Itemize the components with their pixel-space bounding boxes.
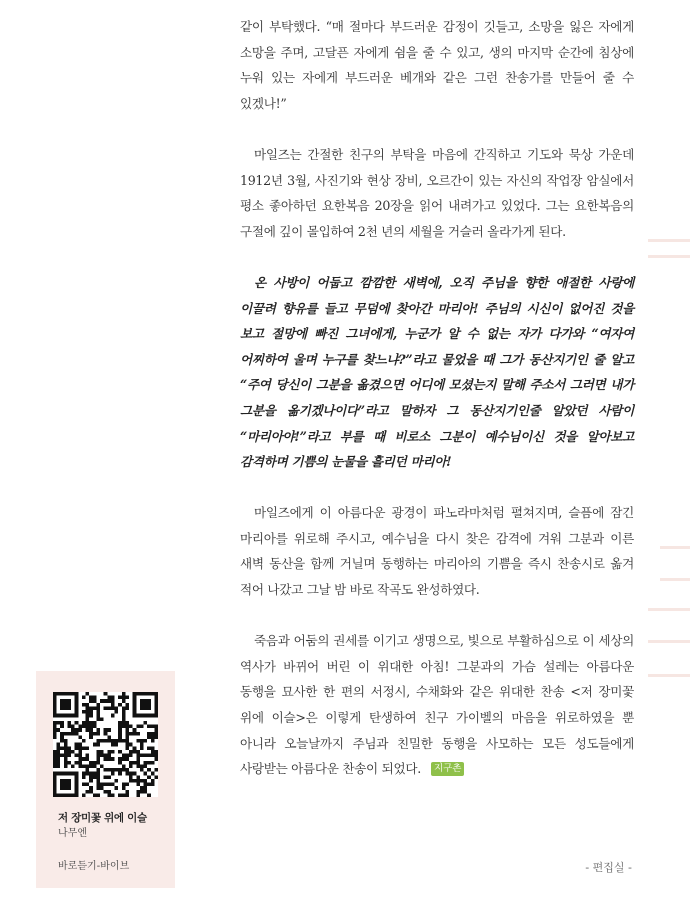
listen-link-label[interactable]: 바로듣기-바이브 <box>58 861 130 872</box>
article-paragraph-5-text: 죽음과 어둠의 권세를 이기고 생명으로, 빛으로 부활하심으로 이 세상의 역사가 바뀌어 버린 이 위대한 아침! 그분과의 가슴 설레는 아름다운 동행을 묘사한 한 편의 서정시, 수채화와 같은 위대한 찬송 <저 장미꽃 위에 이슬>은 이렇게 탄생하여 친구 가이벨의 마음을 위로하였을 뿐 아니라 오늘날까지 주님과 친밀한 동행을 사모하는 모든 성도들에게 사랑받는 아름다운 찬송이 되었다. <box>240 633 634 777</box>
article-column <box>240 14 634 782</box>
article-paragraph-1: 같이 부탁했다. “매 절마다 부드러운 감정이 깃들고, 소망을 잃은 자에게 소망을 주며, 고달픈 자에게 쉼을 줄 수 있고, 생의 마지막 순간에 침상에 누워 있는 자에게 부드러운 베개와 같은 그런 찬송가를 만들어 줄 수 있겠나!” <box>240 19 634 111</box>
article-paragraph-4: 마일즈에게 이 아름다운 광경이 파노라마처럼 펼쳐지며, 슬픔에 잠긴 마리아를 위로해 주시고, 예수님을 다시 찾은 감격에 겨워 그분과 이른 새벽 동산을 함께 거닐며 동행하는 마리아의 기쁨을 즉시 찬송시로 옮겨 적어 나갔고 그날 밤 바로 작곡도 완성하였다. <box>240 505 634 598</box>
decorative-stripe <box>648 608 690 611</box>
decorative-stripe <box>648 674 690 677</box>
article-paragraph-2: 마일즈는 간절한 친구의 부탁을 마음에 간직하고 기도와 묵상 가운데 1912년 3월, 사진기와 현상 장비, 오르간이 있는 자신의 작업장 암실에서 평소 좋아하던 요한복음 20장을 읽어 내려가고 있었다. 그는 요한복음의 구절에 깊이 몰입하여 2천 년의 세월을 거슬러 올라가게 된다. <box>240 146 634 239</box>
qr-code-icon[interactable] <box>53 692 158 797</box>
category-tag: 지구촌 <box>431 762 465 776</box>
decorative-stripe <box>660 546 690 549</box>
editor-signature: - 편집실 - <box>585 861 632 874</box>
song-artist: 나무엔 <box>58 828 87 839</box>
article-paragraph-3-emphasis: 온 사방이 어둡고 깜깜한 새벽에, 오직 주님을 향한 애절한 사랑에 이끌려 향유를 들고 무덤에 찾아간 마리아! 주님의 시신이 없어진 것을 보고 절망에 빠진 그녀에게, 누군가 알 수 없는 자가 다가와 “여자여 어찌하여 울며 누구를 찾느냐?”라고 물었을 때 그가 동산지기인 줄 알고 “주여 당신이 그분을 옮겼으면 어디에 모셨는지 말해 주소서 그러면 내가 그분을 옮기겠나이다”라고 말하자 그 동산지기인줄 알았던 사람이 “마리아야!”라고 부를 때 비로소 그분이 예수님이신 것을 알아보고 감격하며 기쁨의 눈물을 흘리던 마리아! <box>240 274 634 470</box>
decorative-stripe <box>648 640 690 643</box>
article-paragraph-5 <box>240 628 634 782</box>
decorative-stripe <box>648 255 690 258</box>
decorative-stripe <box>660 578 690 581</box>
music-card <box>36 671 175 888</box>
decorative-stripe <box>648 239 690 242</box>
song-title: 저 장미꽃 위에 이슬 <box>58 812 147 824</box>
qr-code-graphic <box>53 692 158 797</box>
